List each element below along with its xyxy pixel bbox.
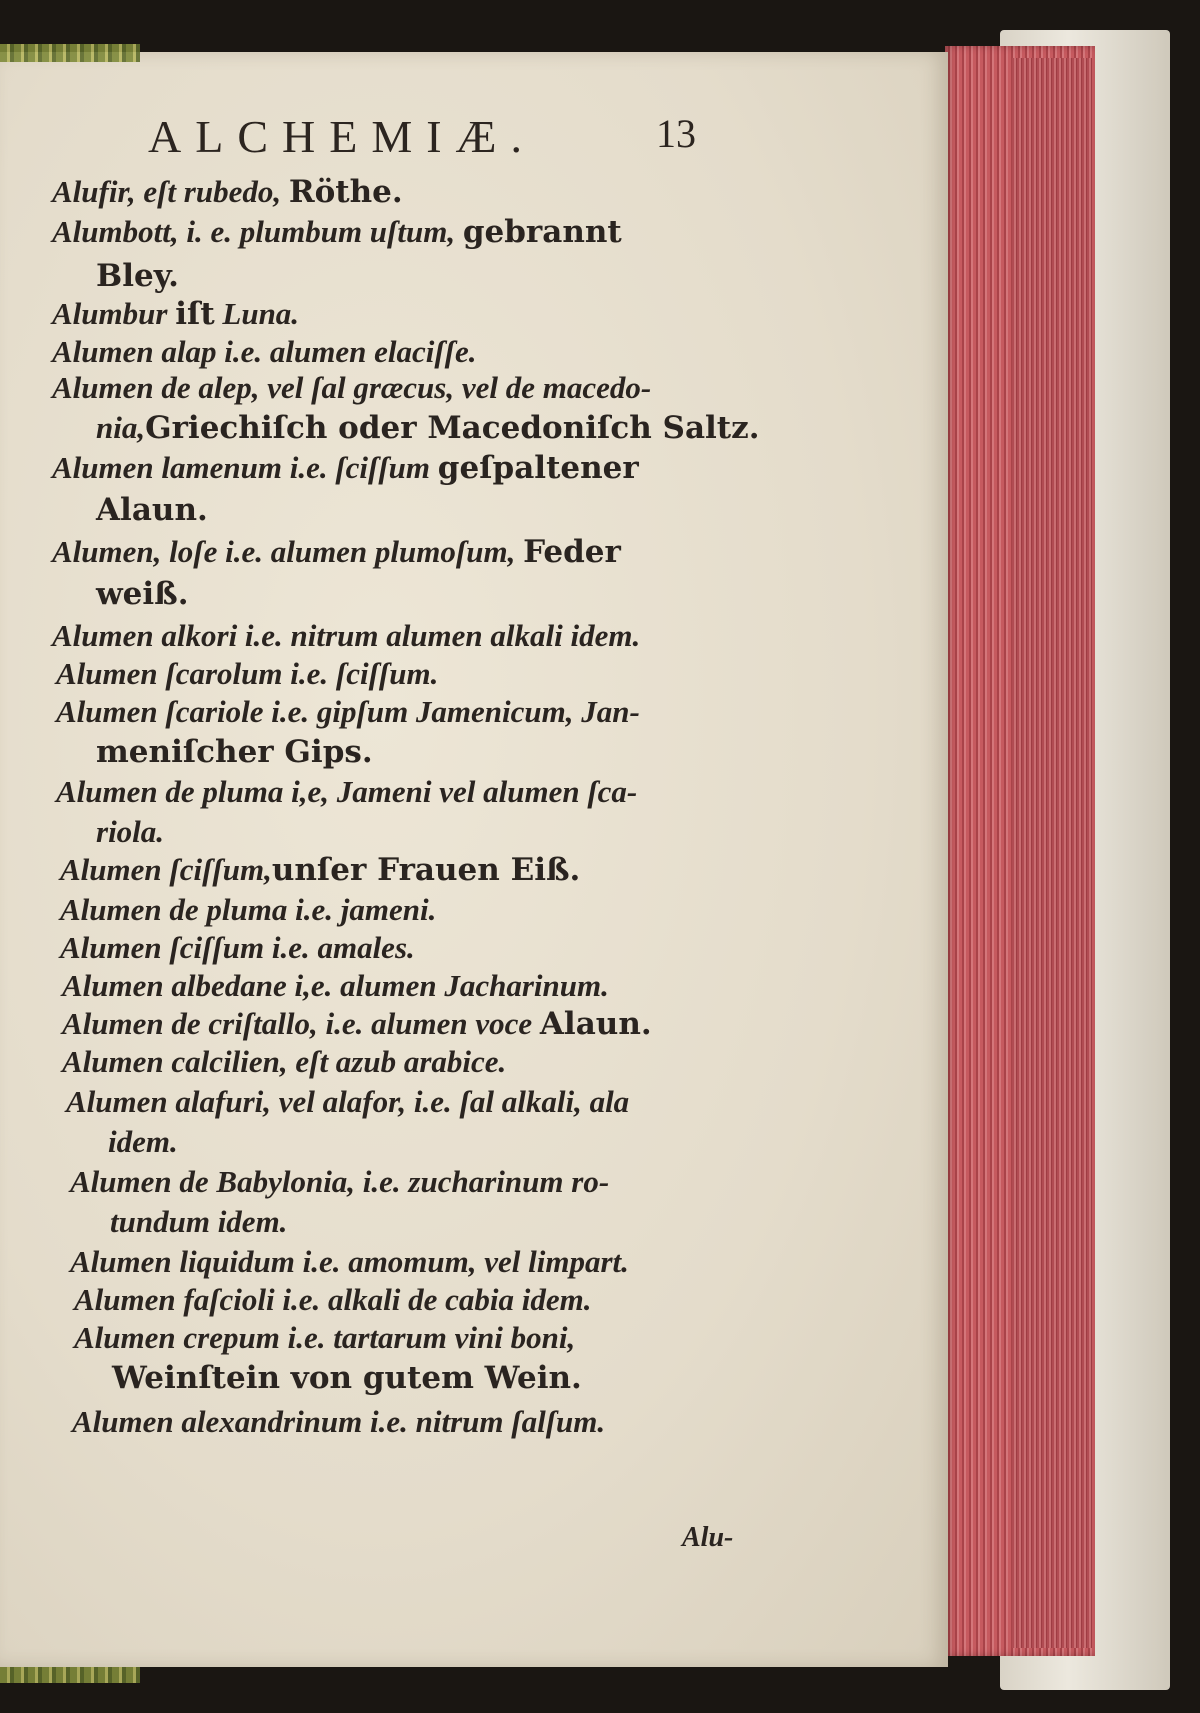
entry-line (96, 578, 189, 610)
latin-text: Alumen ſciſſum i.e. amales. (60, 930, 415, 965)
entry-line (70, 1246, 629, 1277)
latin-text: tundum idem. (110, 1204, 288, 1239)
page-number: 13 (656, 111, 696, 156)
german-text: geſpaltener (437, 450, 639, 486)
entry-line (96, 494, 208, 526)
latin-text: Alumen calcilien, eſt azub arabice. (62, 1044, 507, 1079)
entry-line (60, 894, 436, 925)
entry-line (52, 216, 622, 248)
entry-line (96, 412, 760, 444)
latin-text: Alumen alap i.e. alumen elaciſſe. (52, 334, 477, 369)
german-text: gebrannt (462, 214, 622, 250)
entry-line (62, 1046, 506, 1077)
entry-line (52, 536, 621, 568)
german-text: meniſcher Gips. (96, 734, 373, 770)
running-head: ALCHEMIÆ. (148, 111, 536, 162)
latin-text: Alumen de Babylonia, i.e. zucharinum ro- (70, 1164, 610, 1199)
latin-text: Alumbur (52, 296, 176, 331)
latin-text: Alumbott, i. e. plumbum uſtum, (52, 214, 463, 249)
latin-text: Alumen alexandrinum i.e. nitrum ſalſum. (72, 1404, 606, 1439)
latin-text: Alumen de alep, vel ſal græcus, vel de macedo- (52, 370, 652, 405)
latin-text: riola. (96, 814, 165, 849)
latin-text: Alumen de pluma i,e, Jameni vel alumen ſca- (56, 774, 638, 809)
german-text: Weinſtein von gutem Wein. (112, 1360, 582, 1396)
entry-line (96, 260, 179, 292)
entry-line (56, 776, 637, 807)
entry-line (70, 1166, 609, 1197)
entry-line (108, 1126, 178, 1157)
entry-line (56, 658, 438, 689)
german-text: Bley. (96, 258, 179, 294)
latin-text: Alumen alkori i.e. nitrum alumen alkali idem. (52, 618, 641, 653)
entry-line (52, 452, 639, 484)
entry-line (72, 1406, 605, 1437)
entry-line (96, 816, 164, 847)
entry-line (60, 932, 415, 963)
entry-line (52, 176, 403, 208)
catchword: Alu- (682, 1522, 734, 1553)
latin-text: Alumen ſciſſum, (60, 852, 272, 887)
entry-line (110, 1206, 287, 1237)
latin-text: Alufir, eſt rubedo, (52, 174, 289, 209)
entry-line (74, 1322, 575, 1353)
latin-text: nia, (96, 410, 146, 445)
binding-thread-top (0, 44, 140, 62)
german-text: iſt (175, 296, 215, 332)
entry-line (112, 1362, 582, 1394)
entry-line (60, 854, 580, 886)
entry-line (52, 620, 640, 651)
german-text: unſer Frauen Eiß. (271, 852, 581, 888)
german-text: weiß. (96, 576, 189, 612)
latin-text: Alumen de pluma i.e. jameni. (60, 892, 437, 927)
latin-text: Luna. (214, 296, 300, 331)
latin-text: Alumen albedane i,e. alumen Jacharinum. (62, 968, 609, 1003)
entry-line (96, 736, 373, 768)
latin-text: idem. (108, 1124, 178, 1159)
german-text: Alaun. (539, 1006, 652, 1042)
latin-text: Alumen crepum i.e. tartarum vini boni, (74, 1320, 576, 1355)
binding-thread-bottom (0, 1667, 140, 1683)
entry-line (62, 1008, 652, 1040)
latin-text: Alumen de criſtallo, i.e. alumen voce (62, 1006, 540, 1041)
latin-text: Alumen, loſe i.e. alumen plumoſum, (52, 534, 524, 569)
entry-line (52, 372, 651, 403)
german-text: Feder (523, 534, 621, 570)
german-text: Röthe. (288, 174, 403, 210)
entry-line (74, 1284, 591, 1315)
latin-text: Alumen alafuri, vel alafor, i.e. ſal alkali, ala (66, 1084, 630, 1119)
entry-line (52, 336, 477, 367)
latin-text: Alumen ſcarolum i.e. ſciſſum. (56, 656, 439, 691)
latin-text: Alumen ſcariole i.e. gipſum Jamenicum, Jan- (56, 694, 640, 729)
german-text: Griechiſch oder Macedoniſch Saltz. (145, 410, 760, 446)
entry-line (52, 298, 299, 330)
latin-text: Alumen faſcioli i.e. alkali de cabia idem. (74, 1282, 592, 1317)
entry-line (66, 1086, 629, 1117)
entry-line (62, 970, 609, 1001)
german-text: Alaun. (96, 492, 208, 528)
entry-line (56, 696, 640, 727)
latin-text: Alumen lamenum i.e. ſciſſum (52, 450, 438, 485)
page-edges-inner (1012, 58, 1092, 1648)
latin-text: Alumen liquidum i.e. amomum, vel limpart. (70, 1244, 629, 1279)
